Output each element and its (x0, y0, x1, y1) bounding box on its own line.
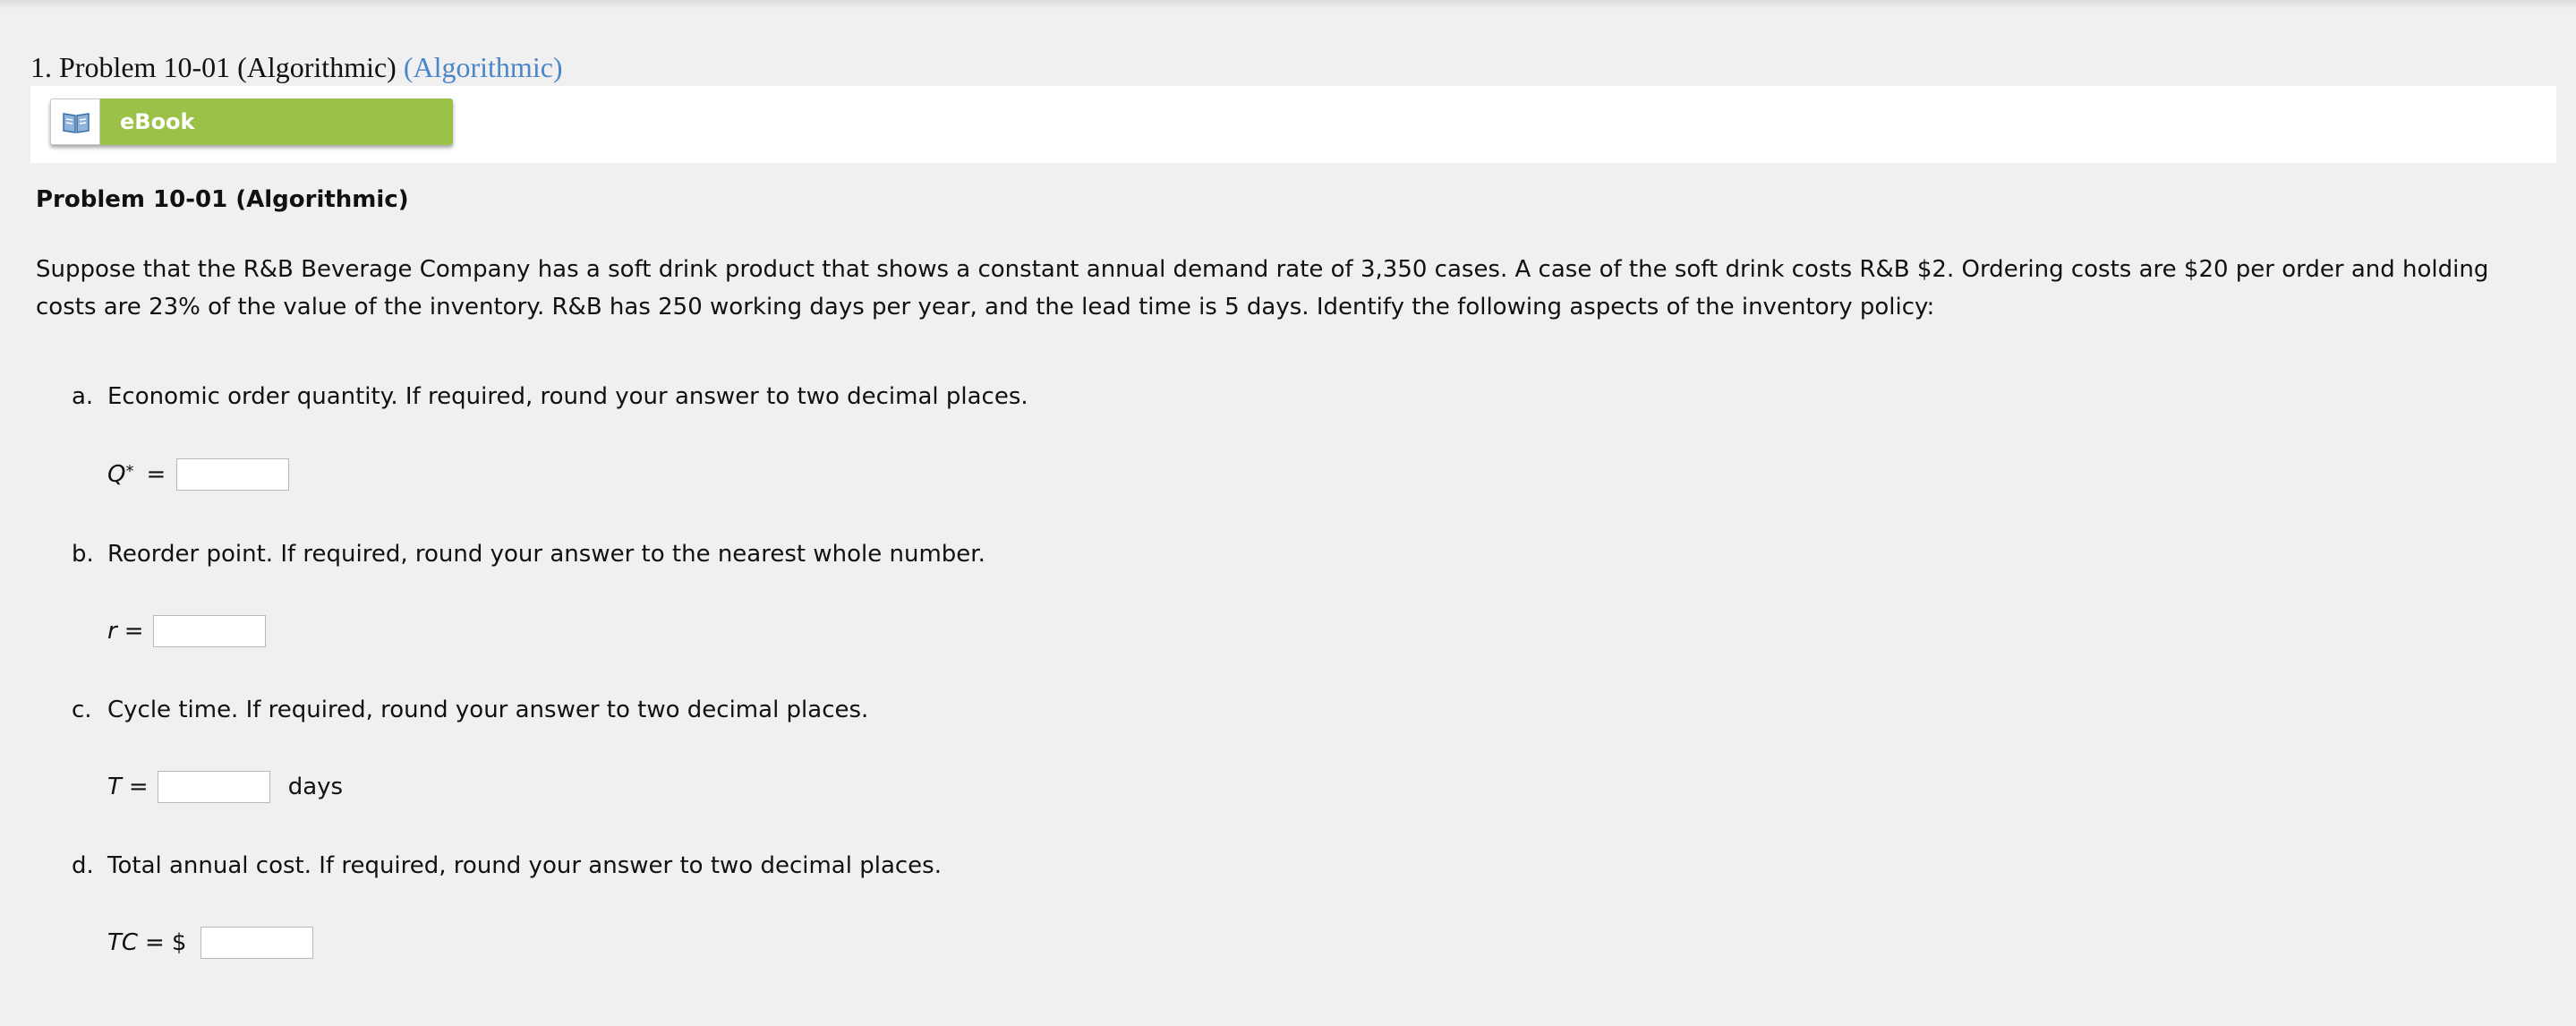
open-book-icon (62, 110, 90, 135)
equals-sign: = (128, 774, 149, 800)
ebook-label: eBook (120, 109, 195, 134)
variable-label: r (107, 618, 117, 645)
part-b-prompt (72, 541, 985, 568)
part-d-answer-row (107, 925, 313, 961)
part-d-prompt (72, 852, 942, 879)
problem-heading: Problem 10-01 (Algorithmic) (36, 186, 409, 213)
variable-superscript: * (125, 461, 134, 481)
question-title-text: Problem 10-01 (Algorithmic) (59, 51, 397, 83)
unit-label: days (287, 774, 344, 800)
variable-label: T (107, 774, 122, 800)
question-number: 1. (30, 51, 52, 83)
eoq-input[interactable] (176, 458, 289, 491)
part-letter: c. (72, 697, 92, 723)
part-a-prompt (72, 383, 1028, 410)
variable-label: Q (107, 461, 126, 488)
ebook-button[interactable] (50, 98, 453, 145)
part-letter: a. (72, 383, 94, 410)
part-prompt-text: Total annual cost. If required, round your answer to two decimal places. (107, 852, 942, 879)
question-title (30, 51, 563, 84)
equals-sign: = (146, 461, 166, 488)
part-letter: b. (72, 541, 94, 568)
part-prompt-text: Economic order quantity. If required, round your answer to two decimal places. (107, 383, 1028, 410)
part-b-answer-row (107, 613, 266, 649)
top-shadow (0, 0, 2576, 9)
variable-label: TC (107, 929, 139, 956)
resource-toolbar (30, 86, 2556, 163)
algorithmic-tag: (Algorithmic) (403, 51, 563, 83)
total-cost-input[interactable] (200, 927, 313, 959)
equals-sign: = (124, 618, 144, 645)
part-prompt-text: Cycle time. If required, round your answer to two decimal places. (107, 697, 869, 723)
problem-statement: Suppose that the R&B Beverage Company has a soft drink product that shows a constant annual demand rate of 3,350 cases. A case of the soft drink costs R&B $2. Ordering costs are $20 per order and holding costs are 23% of the value of the inventory. R&B has 250 working days per year, and the lead time is 5 days. Identify the following aspects of the inventory policy: (36, 256, 2489, 321)
equals-sign: = (145, 929, 165, 956)
part-a-answer-row (107, 457, 289, 492)
reorder-point-input[interactable] (153, 615, 266, 647)
part-c-answer-row (107, 769, 343, 805)
currency-prefix: $ (171, 929, 187, 956)
part-c-prompt (72, 697, 868, 723)
cycle-time-input[interactable] (158, 771, 270, 803)
ebook-icon-box (50, 98, 100, 145)
part-letter: d. (72, 852, 94, 879)
part-prompt-text: Reorder point. If required, round your answer to the nearest whole number. (107, 541, 985, 568)
